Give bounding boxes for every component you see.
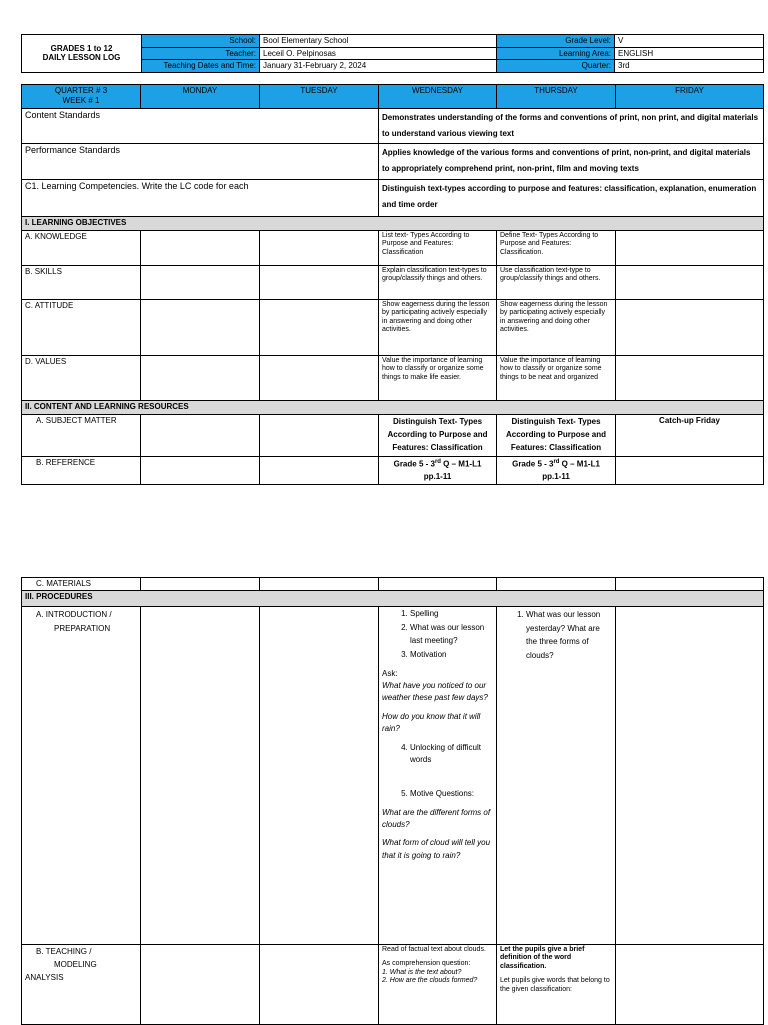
day-tuesday: TUESDAY [260, 85, 379, 109]
skills-monday [141, 266, 260, 300]
materials-friday [616, 578, 764, 591]
introduction-monday [141, 607, 260, 945]
reference-tuesday [260, 457, 379, 485]
list-item: 1. What was our lesson yesterday? What are the three forms of clouds? [526, 608, 612, 662]
attitude-wednesday: Show eagerness during the lesson by participating actively especially in answering and doing other activities. [379, 300, 497, 356]
attitude-monday [141, 300, 260, 356]
knowledge-wednesday: List text- Types According to Purpose and Features: Classification [379, 231, 497, 266]
reference-friday [616, 457, 764, 485]
knowledge-friday [616, 231, 764, 266]
subject-friday: Catch-up Friday [616, 415, 764, 457]
quarter-week-header: QUARTER # 3 WEEK # 1 [22, 85, 141, 109]
lesson-log-header [21, 34, 763, 73]
learning-area-value: ENGLISH [615, 47, 764, 60]
teach-wed-text-1: Read of factual text about clouds. [382, 946, 486, 953]
procedures-heading: III. PROCEDURES [22, 591, 764, 607]
intro-wed-list [382, 608, 493, 662]
list-item: 1. Spelling [410, 608, 493, 620]
motive-question-1: What are the different forms of clouds? [382, 807, 491, 830]
dates-value: January 31-February 2, 2024 [260, 60, 497, 73]
teaching-tuesday [260, 945, 379, 1025]
performance-standards-label: Performance Standards [22, 144, 379, 180]
intro-wed-list-2 [382, 742, 493, 767]
values-friday [616, 356, 764, 401]
learning-area-label: Learning Area: [497, 47, 615, 60]
knowledge-label: A. KNOWLEDGE [22, 231, 141, 266]
attitude-friday [616, 300, 764, 356]
learning-competencies-value: Distinguish text-types according to purpose and features: classification, explanation, enumeration and time order [379, 180, 764, 217]
list-item: 5. Motive Questions: [410, 788, 493, 800]
teaching-monday [141, 945, 260, 1025]
performance-standards-value: Applies knowledge of the various forms and conventions of print, non-print, and digital materials to appropriately comprehend print, non-print, film and moving texts [379, 144, 764, 180]
knowledge-thursday: Define Text- Types According to Purpose and Features: Classification. [497, 231, 616, 266]
teacher-label: Teacher: [142, 47, 260, 60]
grade-level-label: Grade Level: [497, 35, 615, 48]
introduction-thursday [497, 607, 616, 945]
subject-tuesday [260, 415, 379, 457]
materials-tuesday [260, 578, 379, 591]
ask-label: Ask: [382, 668, 398, 678]
teach-wed-text-4: 2. How are the clouds formed? [382, 977, 478, 985]
teaching-label: B. TEACHING / MODELING ANALYSIS [22, 945, 141, 1025]
values-thursday: Value the importance of learning how to classify or organize some things to be neat and organized [497, 356, 616, 401]
teach-thu-text-2: Let pupils give words that belong to the given classification: [500, 977, 610, 993]
skills-wednesday: Explain classification text-types to group/classify things and others. [379, 266, 497, 300]
subject-wednesday: Distinguish Text- Types According to Purpose and Features: Classification [379, 415, 497, 457]
school-label: School: [142, 35, 260, 48]
motive-question-2: What form of cloud will tell you that it is going to rain? [382, 838, 491, 860]
teach-wed-text-3: 1. What is the text about? [382, 968, 462, 976]
skills-label: B. SKILLS [22, 266, 141, 300]
list-item: 4. Unlocking of difficult words [410, 742, 493, 767]
intro-question-1: What have you noticed to our weather these past few days? [382, 680, 488, 703]
skills-friday [616, 266, 764, 300]
learning-objectives-heading: I. LEARNING OBJECTIVES [22, 217, 764, 231]
lesson-log-table-page-2 [21, 577, 763, 1025]
teaching-friday [616, 945, 764, 1025]
content-standards-value: Demonstrates understanding of the forms and conventions of print, non print, and digital materials to understand various viewing text [379, 109, 764, 144]
reference-label: B. REFERENCE [22, 457, 141, 485]
list-item: 3. Motivation [410, 649, 493, 661]
introduction-wednesday [379, 607, 497, 945]
teach-wed-text-2: As comprehension question: [382, 960, 471, 968]
subject-matter-label: A. SUBJECT MATTER [22, 415, 141, 457]
introduction-label: A. INTRODUCTION / PREPARATION [22, 607, 141, 945]
quarter-value: 3rd [615, 60, 764, 73]
learning-competencies-label: C1. Learning Competencies. Write the LC code for each [22, 180, 379, 217]
log-title: GRADES 1 to 12 DAILY LESSON LOG [22, 35, 142, 73]
materials-wednesday [379, 578, 497, 591]
values-wednesday: Value the importance of learning how to classify or organize some things to make life easier. [379, 356, 497, 401]
skills-tuesday [260, 266, 379, 300]
teach-thu-text-1: Let the pupils give a brief definition of the word classification. [500, 946, 585, 970]
knowledge-tuesday [260, 231, 379, 266]
values-tuesday [260, 356, 379, 401]
day-thursday: THURSDAY [497, 85, 616, 109]
reference-thursday: Grade 5 - 3rd Q – M1-L1 pp.1-11 [497, 457, 616, 485]
list-item: 2. What was our lesson last meeting? [410, 622, 493, 647]
grade-level-value: V [615, 35, 764, 48]
intro-thu-list [500, 608, 612, 662]
intro-wed-list-3 [382, 788, 493, 800]
content-resources-heading: II. CONTENT AND LEARNING RESOURCES [22, 401, 764, 415]
dates-label: Teaching Dates and Time: [142, 60, 260, 73]
knowledge-monday [141, 231, 260, 266]
subject-thursday: Distinguish Text- Types According to Purpose and Features: Classification [497, 415, 616, 457]
skills-thursday: Use classification text-type to group/classify things and others. [497, 266, 616, 300]
teacher-value: Leceil O. Pelpinosas [260, 47, 497, 60]
values-label: D. VALUES [22, 356, 141, 401]
quarter-label: Quarter: [497, 60, 615, 73]
teaching-thursday [497, 945, 616, 1025]
school-value: Bool Elementary School [260, 35, 497, 48]
attitude-thursday: Show eagerness during the lesson by participating actively especially in answering and doing other activities. [497, 300, 616, 356]
reference-wednesday: Grade 5 - 3rd Q – M1-L1 pp.1-11 [379, 457, 497, 485]
day-wednesday: WEDNESDAY [379, 85, 497, 109]
materials-monday [141, 578, 260, 591]
values-monday [141, 356, 260, 401]
day-friday: FRIDAY [616, 85, 764, 109]
materials-label: C. MATERIALS [22, 578, 141, 591]
lesson-log-table [21, 84, 763, 485]
intro-question-2: How do you know that it will rain? [382, 711, 481, 734]
subject-monday [141, 415, 260, 457]
introduction-tuesday [260, 607, 379, 945]
attitude-label: C. ATTITUDE [22, 300, 141, 356]
teaching-wednesday [379, 945, 497, 1025]
introduction-friday [616, 607, 764, 945]
materials-thursday [497, 578, 616, 591]
day-monday: MONDAY [141, 85, 260, 109]
reference-monday [141, 457, 260, 485]
content-standards-label: Content Standards [22, 109, 379, 144]
attitude-tuesday [260, 300, 379, 356]
